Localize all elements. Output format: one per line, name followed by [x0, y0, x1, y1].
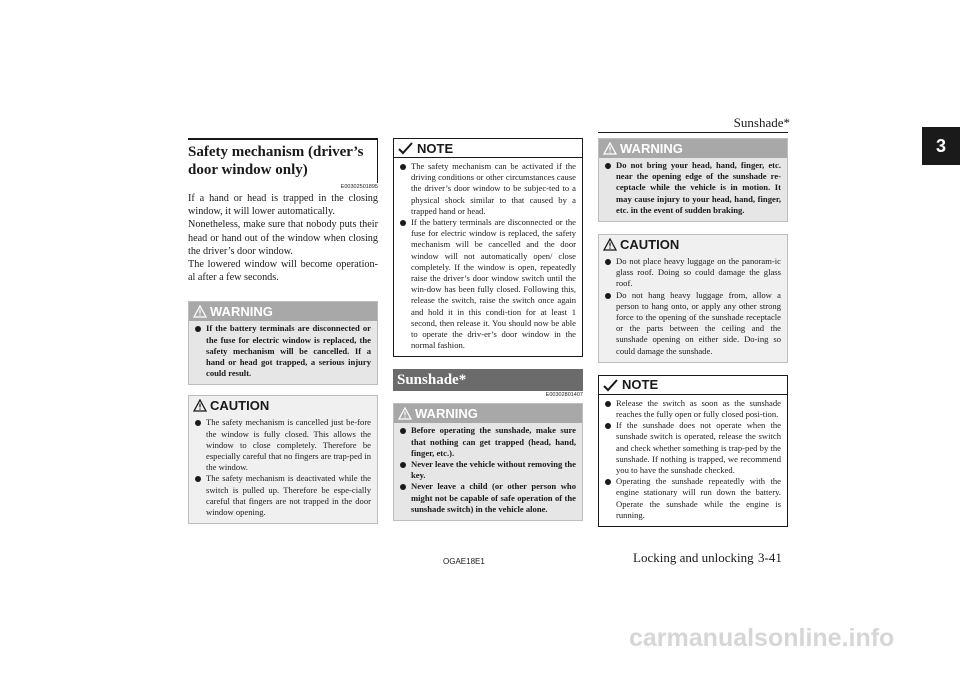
section-title-sunshade: Sunshade* [393, 369, 583, 391]
note-label: NOTE [417, 140, 454, 156]
warning-label: WARNING [415, 406, 478, 422]
warning-box [598, 138, 788, 222]
note-box [598, 375, 788, 527]
bullet-icon [605, 259, 611, 265]
bullet-icon [195, 326, 201, 332]
warning-header [189, 302, 377, 321]
footer-chapter: Locking and unlocking [633, 550, 754, 565]
warning-triangle-icon [193, 305, 207, 318]
caution-triangle-icon [193, 399, 207, 412]
doc-code: E00302501895 [340, 184, 378, 190]
chapter-tab: 3 [922, 127, 960, 165]
warning-box [188, 301, 378, 385]
footer-code: OGAE18E1 [443, 557, 485, 566]
paragraph: If a hand or head is trapped in the closing window, it will lower automatically. [188, 193, 378, 218]
list-item: Release the switch as soon as the sunshade reaches the fully open or fully closed posi-tion. [605, 398, 781, 420]
list-item: The safety mechanism is cancelled just be-fore the window is fully closed. This allows the window to close completely. Therefore be especially careful that no fingers are trap-ped in the window. [195, 417, 371, 473]
warning-triangle-icon [603, 142, 617, 155]
list-item: If the battery terminals are disconnected or the fuse for electric window is replaced, the safety mechanism will be cancelled and the door window will not automatically open/ close completely. If the window is open, repeatedly raise the driver’s door window switch until the win-dow has been fully closed. Following this, release the switch, raise the switch once again and hold it in this condi-tion for at least 1 second, then release it. You should now be able to operate the driv-er’s door window in the normal fashion. [400, 217, 576, 351]
warning-box [393, 403, 583, 521]
warning-label: WARNING [620, 141, 683, 156]
paragraph: Nonetheless, make sure that nobody puts their head or hand out of the window when closing the driver’s door window. [188, 219, 378, 257]
list-item: Never leave the vehicle without removing the key. [400, 459, 576, 481]
watermark-link[interactable]: carmanualsonline.info [629, 624, 895, 652]
note-header [599, 376, 787, 395]
note-header [394, 139, 582, 158]
list-item: Before operating the sunshade, make sure that nothing can get trapped (head, hand, finger, etc.). [400, 425, 576, 459]
section-title-safety: Safety mechanism (driver’s door window only) [188, 138, 378, 183]
list-item: If the sunshade does not operate when the sunshade switch is operated, release the switch and check whether something is trap-ped by the sunshade. If nothing is trapped, we recommend you to have the sunshade checked. [605, 420, 781, 476]
caution-header [599, 235, 787, 254]
caution-box [188, 395, 378, 524]
bullet-icon [195, 420, 201, 426]
column-3 [598, 138, 788, 527]
list-item: Operating the sunshade repeatedly with the engine stationary will run down the battery. Operate the sunshade while the engine is running. [605, 476, 781, 521]
warning-label: WARNING [210, 304, 273, 320]
bullet-icon [605, 293, 611, 299]
header-title: Sunshade* [733, 115, 790, 130]
bullet-icon [400, 164, 406, 170]
bullet-icon [605, 423, 611, 429]
list-item: Do not hang heavy luggage from, allow a person to hang onto, or apply any other strong force to the opening of the sunshade receptacle or the parts between the ceiling and the sunshade opening on either side. Do-ing so could damage the sunshade. [605, 290, 781, 357]
caution-triangle-icon [603, 238, 617, 251]
column-2 [393, 138, 583, 521]
warning-header [599, 139, 787, 158]
bullet-icon [400, 484, 406, 490]
list-item: The safety mechanism is deactivated while the switch is pulled up. Therefore be espe-cially careful that fingers are not trapped in the door window opening. [195, 473, 371, 518]
list-item: The safety mechanism can be activated if the driving conditions or other circumstances cause the driver’s door window to be subjec-ted to a physical shock similar to that caused by a trapped hand or head. [400, 161, 576, 217]
caution-header [189, 396, 377, 415]
page-number: 3-41 [758, 550, 782, 565]
caution-label: CAUTION [210, 398, 270, 414]
bullet-icon [195, 476, 201, 482]
list-item: Never leave a child (or other person who might not be capable of safe operation of the sunshade switch) in the vehicle alone. [400, 481, 576, 515]
doc-code: E00302801407 [545, 392, 583, 399]
list-item: Do not bring your head, hand, finger, etc. near the opening edge of the sunshade re-ceptacle while the vehicle is in motion. It may cause injury to your head, hand, finger, etc. in the event of sudden braking. [605, 160, 781, 216]
pencil-check-icon [398, 141, 414, 155]
note-box [393, 138, 583, 357]
bullet-icon [400, 428, 406, 434]
list-item: If the battery terminals are disconnected or the fuse for electric window is replaced, the safety mechanism will be cancelled. If a hand or head got trapped, a serious injury could result. [195, 323, 371, 379]
column-1 [188, 138, 378, 524]
caution-box [598, 234, 788, 363]
bullet-icon [605, 479, 611, 485]
pencil-check-icon [603, 378, 619, 392]
caution-label: CAUTION [620, 237, 680, 253]
body-text [188, 192, 378, 284]
bullet-icon [400, 462, 406, 468]
bullet-icon [400, 220, 406, 226]
list-item: Do not place heavy luggage on the panoram-ic glass roof. Doing so could damage the glass roof. [605, 256, 781, 290]
bullet-icon [605, 401, 611, 407]
bullet-icon [605, 163, 611, 169]
header-rule [598, 132, 788, 133]
warning-triangle-icon [398, 407, 412, 420]
warning-header [394, 404, 582, 423]
note-label: NOTE [622, 377, 659, 393]
paragraph: The lowered window will become operation-al after a few seconds. [188, 259, 378, 284]
